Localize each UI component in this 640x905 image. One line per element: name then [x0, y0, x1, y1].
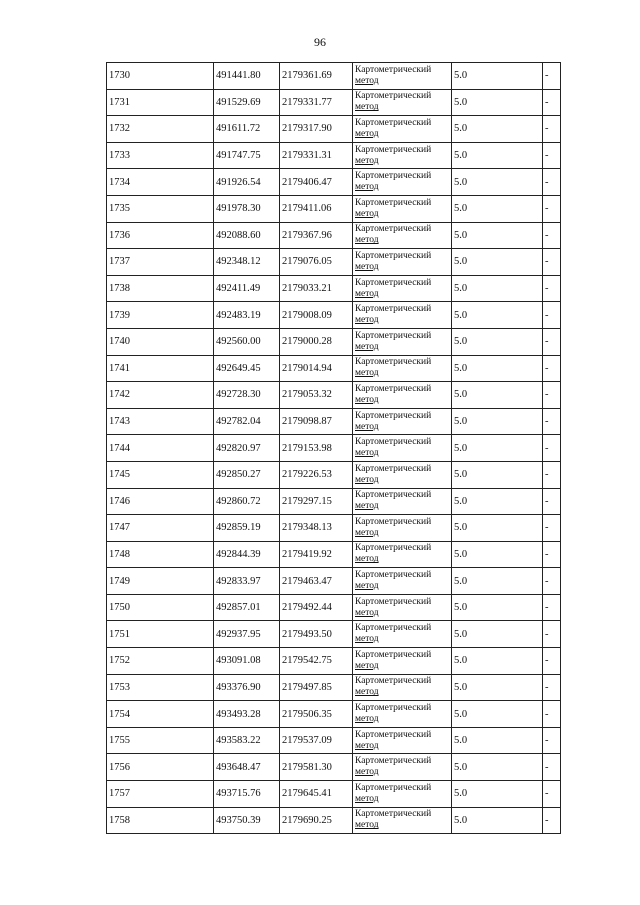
note-cell: -: [543, 116, 561, 143]
y-coordinate-cell: 2179411.06: [280, 195, 353, 222]
point-number-cell: 1744: [107, 435, 214, 462]
error-cell: 5.0: [452, 674, 543, 701]
x-coordinate-cell: 493091.08: [214, 648, 280, 675]
method-cell: [353, 594, 452, 621]
table-row: [107, 541, 561, 568]
table-row: [107, 302, 561, 329]
y-coordinate-cell: 2179348.13: [280, 515, 353, 542]
y-coordinate-cell: 2179226.53: [280, 461, 353, 488]
x-coordinate-cell: 492833.97: [214, 568, 280, 595]
method-cell: [353, 116, 452, 143]
x-coordinate-cell: 493715.76: [214, 781, 280, 808]
table-row: [107, 594, 561, 621]
method-word: метод: [355, 75, 379, 86]
note-cell: -: [543, 222, 561, 249]
x-coordinate-cell: 492844.39: [214, 541, 280, 568]
y-coordinate-cell: 2179419.92: [280, 541, 353, 568]
error-cell: 5.0: [452, 727, 543, 754]
x-coordinate-cell: 492483.19: [214, 302, 280, 329]
y-coordinate-cell: 2179406.47: [280, 169, 353, 196]
method-word: метод: [355, 607, 379, 618]
method-cell: [353, 222, 452, 249]
note-cell: -: [543, 594, 561, 621]
note-cell: -: [543, 568, 561, 595]
point-number-cell: 1750: [107, 594, 214, 621]
error-cell: 5.0: [452, 541, 543, 568]
table-row: [107, 568, 561, 595]
method-cell: [353, 488, 452, 515]
y-coordinate-cell: 2179297.15: [280, 488, 353, 515]
y-coordinate-cell: 2179098.87: [280, 408, 353, 435]
table-row: [107, 754, 561, 781]
point-number-cell: 1753: [107, 674, 214, 701]
table-body: [107, 63, 561, 834]
y-coordinate-cell: 2179033.21: [280, 275, 353, 302]
method-word: метод: [355, 235, 379, 246]
method-cell: [353, 355, 452, 382]
note-cell: -: [543, 275, 561, 302]
point-number-cell: 1734: [107, 169, 214, 196]
y-coordinate-cell: 2179331.77: [280, 89, 353, 116]
y-coordinate-cell: 2179463.47: [280, 568, 353, 595]
method-name: Картометрический: [355, 809, 432, 820]
note-cell: -: [543, 674, 561, 701]
x-coordinate-cell: 493583.22: [214, 727, 280, 754]
x-coordinate-cell: 492411.49: [214, 275, 280, 302]
point-number-cell: 1740: [107, 328, 214, 355]
x-coordinate-cell: 492728.30: [214, 382, 280, 409]
method-cell: [353, 142, 452, 169]
y-coordinate-cell: 2179492.44: [280, 594, 353, 621]
method-cell: [353, 382, 452, 409]
method-name: Картометрический: [355, 782, 432, 793]
method-cell: [353, 328, 452, 355]
point-number-cell: 1752: [107, 648, 214, 675]
x-coordinate-cell: 492782.04: [214, 408, 280, 435]
error-cell: 5.0: [452, 116, 543, 143]
method-cell: [353, 515, 452, 542]
method-cell: [353, 461, 452, 488]
error-cell: 5.0: [452, 568, 543, 595]
table-row: [107, 674, 561, 701]
method-word: метод: [355, 581, 379, 592]
point-number-cell: 1757: [107, 781, 214, 808]
method-name: Картометрический: [355, 197, 432, 208]
method-word: метод: [355, 208, 379, 219]
table-row: [107, 515, 561, 542]
point-number-cell: 1741: [107, 355, 214, 382]
note-cell: -: [543, 701, 561, 728]
note-cell: -: [543, 754, 561, 781]
table-row: [107, 328, 561, 355]
method-name: Картометрический: [355, 756, 432, 767]
error-cell: 5.0: [452, 594, 543, 621]
y-coordinate-cell: 2179053.32: [280, 382, 353, 409]
method-word: метод: [355, 261, 379, 272]
point-number-cell: 1754: [107, 701, 214, 728]
table-row: [107, 648, 561, 675]
point-number-cell: 1755: [107, 727, 214, 754]
error-cell: 5.0: [452, 648, 543, 675]
y-coordinate-cell: 2179537.09: [280, 727, 353, 754]
y-coordinate-cell: 2179367.96: [280, 222, 353, 249]
x-coordinate-cell: 493750.39: [214, 807, 280, 834]
method-cell: [353, 541, 452, 568]
x-coordinate-cell: 493493.28: [214, 701, 280, 728]
method-name: Картометрический: [355, 649, 432, 660]
error-cell: 5.0: [452, 435, 543, 462]
x-coordinate-cell: 492348.12: [214, 249, 280, 276]
method-cell: [353, 807, 452, 834]
note-cell: -: [543, 621, 561, 648]
x-coordinate-cell: 491978.30: [214, 195, 280, 222]
method-cell: [353, 701, 452, 728]
y-coordinate-cell: 2179317.90: [280, 116, 353, 143]
method-name: Картометрический: [355, 117, 432, 128]
y-coordinate-cell: 2179076.05: [280, 249, 353, 276]
x-coordinate-cell: 492859.19: [214, 515, 280, 542]
method-word: метод: [355, 394, 379, 405]
point-number-cell: 1737: [107, 249, 214, 276]
error-cell: 5.0: [452, 754, 543, 781]
error-cell: 5.0: [452, 275, 543, 302]
error-cell: 5.0: [452, 169, 543, 196]
x-coordinate-cell: 492649.45: [214, 355, 280, 382]
method-cell: [353, 408, 452, 435]
point-number-cell: 1736: [107, 222, 214, 249]
table-row: [107, 275, 561, 302]
error-cell: 5.0: [452, 249, 543, 276]
error-cell: 5.0: [452, 461, 543, 488]
method-word: метод: [355, 288, 379, 299]
error-cell: 5.0: [452, 142, 543, 169]
method-name: Картометрический: [355, 64, 432, 75]
method-name: Картометрический: [355, 144, 432, 155]
method-word: метод: [355, 714, 379, 725]
note-cell: -: [543, 328, 561, 355]
note-cell: -: [543, 488, 561, 515]
table-row: [107, 461, 561, 488]
method-word: метод: [355, 501, 379, 512]
method-cell: [353, 275, 452, 302]
note-cell: -: [543, 807, 561, 834]
x-coordinate-cell: 492850.27: [214, 461, 280, 488]
x-coordinate-cell: 493648.47: [214, 754, 280, 781]
x-coordinate-cell: 491441.80: [214, 63, 280, 90]
method-name: Картометрический: [355, 490, 432, 501]
x-coordinate-cell: 492860.72: [214, 488, 280, 515]
x-coordinate-cell: 492088.60: [214, 222, 280, 249]
error-cell: 5.0: [452, 63, 543, 90]
y-coordinate-cell: 2179645.41: [280, 781, 353, 808]
y-coordinate-cell: 2179493.50: [280, 621, 353, 648]
note-cell: -: [543, 195, 561, 222]
error-cell: 5.0: [452, 222, 543, 249]
error-cell: 5.0: [452, 408, 543, 435]
method-word: метод: [355, 660, 379, 671]
method-name: Картометрический: [355, 91, 432, 102]
y-coordinate-cell: 2179361.69: [280, 63, 353, 90]
note-cell: -: [543, 461, 561, 488]
method-cell: [353, 63, 452, 90]
method-word: метод: [355, 421, 379, 432]
method-word: метод: [355, 102, 379, 113]
method-cell: [353, 781, 452, 808]
y-coordinate-cell: 2179008.09: [280, 302, 353, 329]
method-name: Картометрический: [355, 676, 432, 687]
table-row: [107, 701, 561, 728]
error-cell: 5.0: [452, 195, 543, 222]
x-coordinate-cell: 491529.69: [214, 89, 280, 116]
note-cell: -: [543, 169, 561, 196]
error-cell: 5.0: [452, 701, 543, 728]
table-row: [107, 142, 561, 169]
point-number-cell: 1746: [107, 488, 214, 515]
table-row: [107, 781, 561, 808]
table-row: [107, 382, 561, 409]
method-word: метод: [355, 182, 379, 193]
method-name: Картометрический: [355, 171, 432, 182]
method-cell: [353, 169, 452, 196]
note-cell: -: [543, 355, 561, 382]
table-row: [107, 435, 561, 462]
x-coordinate-cell: 492857.01: [214, 594, 280, 621]
note-cell: -: [543, 63, 561, 90]
method-word: метод: [355, 687, 379, 698]
table-row: [107, 249, 561, 276]
point-number-cell: 1749: [107, 568, 214, 595]
y-coordinate-cell: 2179581.30: [280, 754, 353, 781]
method-cell: [353, 195, 452, 222]
error-cell: 5.0: [452, 302, 543, 329]
note-cell: -: [543, 648, 561, 675]
method-word: метод: [355, 820, 379, 831]
method-cell: [353, 727, 452, 754]
method-cell: [353, 302, 452, 329]
y-coordinate-cell: 2179690.25: [280, 807, 353, 834]
table-row: [107, 807, 561, 834]
note-cell: -: [543, 727, 561, 754]
table-row: [107, 408, 561, 435]
method-word: метод: [355, 554, 379, 565]
point-number-cell: 1733: [107, 142, 214, 169]
error-cell: 5.0: [452, 382, 543, 409]
error-cell: 5.0: [452, 89, 543, 116]
point-number-cell: 1758: [107, 807, 214, 834]
table-row: [107, 169, 561, 196]
note-cell: -: [543, 249, 561, 276]
table-row: [107, 195, 561, 222]
method-name: Картометрический: [355, 729, 432, 740]
error-cell: 5.0: [452, 807, 543, 834]
method-word: метод: [355, 155, 379, 166]
x-coordinate-cell: 491926.54: [214, 169, 280, 196]
coordinates-table: [106, 62, 561, 834]
x-coordinate-cell: 491747.75: [214, 142, 280, 169]
method-name: Картометрический: [355, 250, 432, 261]
point-number-cell: 1738: [107, 275, 214, 302]
method-word: метод: [355, 474, 379, 485]
point-number-cell: 1747: [107, 515, 214, 542]
y-coordinate-cell: 2179014.94: [280, 355, 353, 382]
method-name: Картометрический: [355, 543, 432, 554]
method-name: Картометрический: [355, 437, 432, 448]
note-cell: -: [543, 515, 561, 542]
table-row: [107, 63, 561, 90]
method-word: метод: [355, 368, 379, 379]
note-cell: -: [543, 142, 561, 169]
method-word: метод: [355, 793, 379, 804]
method-word: метод: [355, 448, 379, 459]
table-row: [107, 222, 561, 249]
method-name: Картометрический: [355, 516, 432, 527]
method-name: Картометрический: [355, 703, 432, 714]
point-number-cell: 1743: [107, 408, 214, 435]
y-coordinate-cell: 2179542.75: [280, 648, 353, 675]
method-cell: [353, 568, 452, 595]
point-number-cell: 1745: [107, 461, 214, 488]
page-number: 96: [314, 35, 326, 49]
method-name: Картометрический: [355, 357, 432, 368]
method-name: Картометрический: [355, 570, 432, 581]
method-word: метод: [355, 740, 379, 751]
x-coordinate-cell: 493376.90: [214, 674, 280, 701]
method-name: Картометрический: [355, 623, 432, 634]
note-cell: -: [543, 541, 561, 568]
method-name: Картометрический: [355, 224, 432, 235]
x-coordinate-cell: 492560.00: [214, 328, 280, 355]
y-coordinate-cell: 2179331.31: [280, 142, 353, 169]
note-cell: -: [543, 89, 561, 116]
method-cell: [353, 249, 452, 276]
point-number-cell: 1730: [107, 63, 214, 90]
table-row: [107, 488, 561, 515]
x-coordinate-cell: 491611.72: [214, 116, 280, 143]
point-number-cell: 1732: [107, 116, 214, 143]
y-coordinate-cell: 2179000.28: [280, 328, 353, 355]
note-cell: -: [543, 382, 561, 409]
error-cell: 5.0: [452, 355, 543, 382]
method-word: метод: [355, 315, 379, 326]
note-cell: -: [543, 302, 561, 329]
method-name: Картометрический: [355, 304, 432, 315]
table-row: [107, 727, 561, 754]
y-coordinate-cell: 2179506.35: [280, 701, 353, 728]
point-number-cell: 1735: [107, 195, 214, 222]
point-number-cell: 1751: [107, 621, 214, 648]
method-cell: [353, 435, 452, 462]
point-number-cell: 1748: [107, 541, 214, 568]
method-name: Картометрический: [355, 383, 432, 394]
point-number-cell: 1756: [107, 754, 214, 781]
method-word: метод: [355, 634, 379, 645]
y-coordinate-cell: 2179497.85: [280, 674, 353, 701]
table-row: [107, 89, 561, 116]
table-row: [107, 116, 561, 143]
error-cell: 5.0: [452, 781, 543, 808]
method-cell: [353, 674, 452, 701]
method-word: метод: [355, 767, 379, 778]
method-name: Картометрический: [355, 463, 432, 474]
note-cell: -: [543, 781, 561, 808]
method-cell: [353, 648, 452, 675]
table-row: [107, 355, 561, 382]
method-cell: [353, 754, 452, 781]
y-coordinate-cell: 2179153.98: [280, 435, 353, 462]
point-number-cell: 1742: [107, 382, 214, 409]
method-name: Картометрический: [355, 410, 432, 421]
error-cell: 5.0: [452, 328, 543, 355]
method-cell: [353, 621, 452, 648]
point-number-cell: 1739: [107, 302, 214, 329]
note-cell: -: [543, 408, 561, 435]
error-cell: 5.0: [452, 621, 543, 648]
method-name: Картометрический: [355, 596, 432, 607]
note-cell: -: [543, 435, 561, 462]
method-word: метод: [355, 527, 379, 538]
method-word: метод: [355, 341, 379, 352]
x-coordinate-cell: 492820.97: [214, 435, 280, 462]
error-cell: 5.0: [452, 488, 543, 515]
table-row: [107, 621, 561, 648]
method-name: Картометрический: [355, 277, 432, 288]
method-word: метод: [355, 128, 379, 139]
point-number-cell: 1731: [107, 89, 214, 116]
x-coordinate-cell: 492937.95: [214, 621, 280, 648]
method-name: Картометрический: [355, 330, 432, 341]
error-cell: 5.0: [452, 515, 543, 542]
method-cell: [353, 89, 452, 116]
